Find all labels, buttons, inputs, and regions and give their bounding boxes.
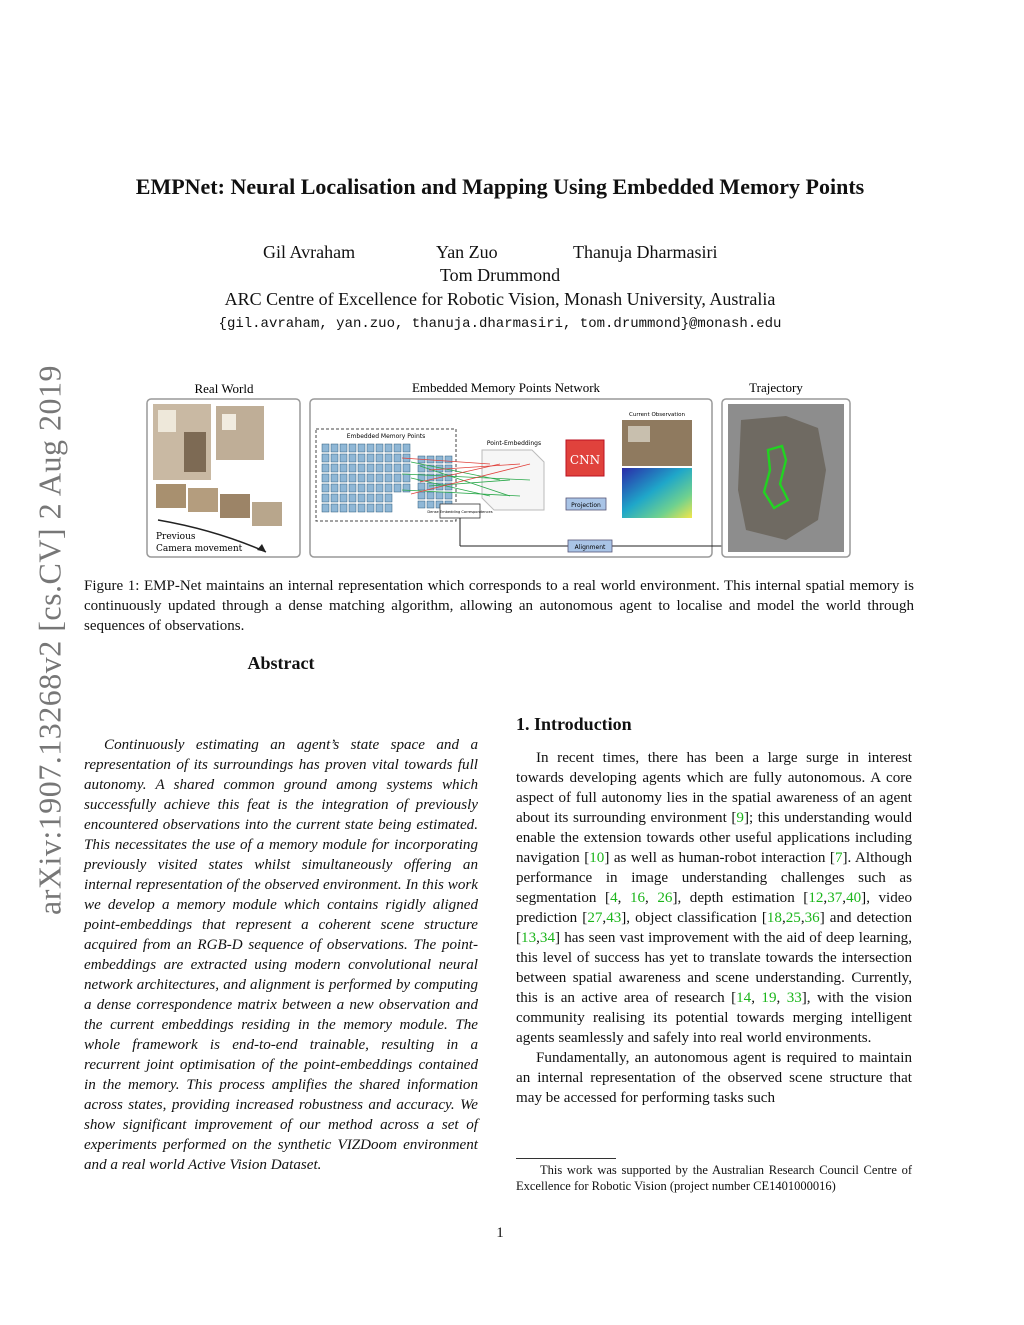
citation[interactable]: 40 (846, 890, 862, 906)
memory-cell (427, 492, 434, 499)
page-number: 1 (496, 1225, 504, 1241)
memory-cell (376, 464, 383, 472)
arxiv-identifier: arXiv:1907.13268v2 [cs.CV] 2 Aug 2019 (31, 364, 68, 916)
intro-paragraph-2: Fundamentally, an autonomous agent is required to maintain an internal representation of the observed scene structure that may be accessed for performing tasks such (516, 1050, 912, 1106)
memory-cell (340, 504, 347, 512)
memory-cell (394, 444, 401, 452)
memory-cell (322, 444, 329, 452)
memory-cell (358, 484, 365, 492)
memory-cell (340, 454, 347, 462)
author-3: Thanuja Dharmasiri (573, 242, 718, 262)
memory-cell (367, 474, 374, 482)
sequence-frame (188, 488, 218, 512)
memory-cell (367, 454, 374, 462)
memory-cell (331, 454, 338, 462)
memory-cell (358, 474, 365, 482)
embedded-memory-points-label: Embedded Memory Points (346, 433, 426, 440)
memory-cell (367, 494, 374, 502)
memory-cell (331, 464, 338, 472)
panel-label-real-world: Real World (194, 381, 254, 396)
memory-cell (331, 494, 338, 502)
memory-cell (322, 454, 329, 462)
citation[interactable]: 36 (804, 910, 820, 926)
citation[interactable]: 7 (834, 850, 843, 866)
author-1: Gil Avraham (263, 242, 356, 262)
current-observation-depth (622, 468, 692, 518)
memory-cell (340, 464, 347, 472)
memory-cell (376, 484, 383, 492)
memory-cell (403, 484, 410, 492)
sequence-frame (220, 494, 250, 518)
memory-cell (349, 474, 356, 482)
memory-cell (376, 454, 383, 462)
memory-cell (385, 444, 392, 452)
memory-cell (403, 464, 410, 472)
memory-cell (358, 464, 365, 472)
citation[interactable]: 12 (808, 890, 824, 906)
memory-cell (340, 444, 347, 452)
memory-cell (322, 484, 329, 492)
memory-cell (322, 464, 329, 472)
memory-cell (349, 494, 356, 502)
introduction-body (516, 748, 912, 1108)
paper-title: EMPNet: Neural Localisation and Mapping Using Embedded Memory Points (135, 174, 865, 199)
memory-cell (340, 494, 347, 502)
memory-cell (367, 484, 374, 492)
citation[interactable]: 9 (736, 810, 744, 826)
abstract-body (84, 735, 478, 1175)
footnote: This work was supported by the Australian Research Council Centre of Excellence for Robotic Vision (project number CE1401000016) (516, 1163, 912, 1193)
memory-cell (418, 492, 425, 499)
memory-cell (349, 464, 356, 472)
alignment-label: Alignment (574, 544, 606, 551)
figure-caption: Figure 1: EMP-Net maintains an internal representation which corresponds to a real world environment. This internal spatial memory is continuously updated through a dense matching algorithm, allowing an autonomous agent to localise and model the world through sequences of observations. (84, 578, 914, 634)
memory-cell (418, 501, 425, 508)
memory-cell (322, 474, 329, 482)
citation[interactable]: 26 (657, 890, 673, 906)
figure-1 (146, 380, 852, 560)
memory-cell (322, 504, 329, 512)
memory-cell (376, 474, 383, 482)
sequence-frame (156, 484, 186, 508)
memory-cell (331, 484, 338, 492)
dense-correspondence-label: Dense Embedding Correspondences (427, 510, 493, 514)
memory-cell (394, 454, 401, 462)
author-4: Tom Drummond (439, 265, 561, 285)
memory-cell (322, 494, 329, 502)
abstract-text: Continuously estimating an agent’s state space and a representation of its surroundings has proven vital towards full autonomy. A shared common ground among systems which successfully achieve this feat is the integration of previously encountered observations into the current state being estimated. This necessitates the use of a memory module for incorporating previously visited states whilst simultaneously offering an internal representation of the observed environment. In this work we develop a memory module which contains rigidly aligned point-embeddings that represent a coherent scene structure acquired from an RGB-D sequence of observations. The point-embeddings are extracted using modern convolutional neural network architectures, and alignment is performed by computing a dense correspondence matrix between a new observation and the current embeddings residing in the memory module. The whole framework is end-to-end trainable, resulting in a recurrent joint optimisation of the point-embeddings contained in the memory. This process amplifies the shared information across states, providing increased robustness and accuracy. We show significant improvement of our method across a set of experiments performed on the synthetic VIZDoom environment and a real world Active Vision Dataset. (84, 737, 478, 1173)
cnn-label: CNN (569, 453, 601, 467)
memory-cell (349, 454, 356, 462)
memory-cell (436, 456, 443, 463)
camera-movement-label: Camera movement (156, 544, 243, 554)
memory-cell (394, 484, 401, 492)
memory-cell (340, 484, 347, 492)
citation[interactable]: 37 (827, 890, 843, 906)
sequence-frame (252, 502, 282, 526)
affiliation: ARC Centre of Excellence for Robotic Vision, Monash University, Australia (224, 289, 776, 309)
memory-cell (331, 444, 338, 452)
memory-cell (358, 494, 365, 502)
memory-cell (445, 456, 452, 463)
memory-cell (349, 504, 356, 512)
memory-cell (385, 474, 392, 482)
memory-cell (418, 465, 425, 472)
current-observation-label: Current Observation (629, 412, 685, 418)
memory-cell (331, 504, 338, 512)
memory-cell (367, 504, 374, 512)
citation[interactable]: 33 (786, 990, 802, 1006)
citation[interactable]: 16 (629, 890, 646, 906)
panel-label-trajectory: Trajectory (749, 380, 803, 395)
citation[interactable]: 13 (521, 930, 537, 946)
memory-cell (349, 444, 356, 452)
memory-cell (340, 474, 347, 482)
memory-cell (367, 464, 374, 472)
memory-cell (394, 464, 401, 472)
footnote-rule (516, 1158, 616, 1159)
memory-cell (376, 494, 383, 502)
memory-cell (403, 444, 410, 452)
citation[interactable]: 43 (606, 910, 622, 926)
memory-cell (436, 492, 443, 499)
point-embeddings-label: Point-Embeddings (486, 440, 542, 447)
memory-cell (427, 501, 434, 508)
citation[interactable]: 34 (539, 930, 555, 946)
citation[interactable]: 10 (589, 850, 605, 866)
memory-cell (358, 454, 365, 462)
memory-cell (418, 483, 425, 490)
memory-cell (394, 474, 401, 482)
memory-cell (331, 474, 338, 482)
citation[interactable]: 4 (610, 890, 618, 906)
memory-cell (385, 464, 392, 472)
memory-cell (376, 444, 383, 452)
memory-cell (445, 492, 452, 499)
author-2: Yan Zuo (436, 242, 498, 262)
citation[interactable]: 25 (785, 910, 801, 926)
introduction-heading: 1. Introduction (516, 714, 632, 734)
memory-cell (358, 504, 365, 512)
memory-cell (403, 474, 410, 482)
memory-cell (376, 504, 383, 512)
memory-cell (358, 444, 365, 452)
memory-cell (385, 454, 392, 462)
projection-label: Projection (571, 502, 601, 509)
memory-cell (385, 494, 392, 502)
memory-cell (349, 484, 356, 492)
memory-cell (385, 484, 392, 492)
intro-paragraph-1: In recent times, there has been a large surge in interest towards developing agents which are fully autonomous. A core aspect of full autonomy lies in the spatial awareness of an agent about its surrounding environment [9]; this understanding would enable the extension towards other useful applications including navigation [10] as well as human-robot interaction [7]. Although performance in image understanding challenges such as segmentation [4, 16, 26], depth estimation [12,37,40], video prediction [27,43], object classification [18,25,36] and detection [13,34] has seen vast improvement with the aid of deep learning, this level of success has yet to translate towards the intersection between spatial awareness and scene understanding. Currently, this is an active area of research [14, 19, 33], with the vision community realising its potential towards merging intelligent agents seamlessly and safely into real world environments. (516, 750, 913, 1046)
citation[interactable]: 27 (587, 910, 603, 926)
citation[interactable]: 14 (736, 990, 752, 1006)
memory-cell (385, 504, 392, 512)
citation[interactable]: 19 (761, 990, 777, 1006)
citation[interactable]: 18 (766, 910, 782, 926)
previous-label: Previous (156, 532, 196, 542)
panel-label-network: Embedded Memory Points Network (411, 380, 601, 395)
point-embeddings-cube (482, 450, 544, 510)
memory-cell (367, 444, 374, 452)
author-emails: {gil.avraham, yan.zuo, thanuja.dharmasiri, tom.drummond}@monash.edu (218, 316, 782, 332)
abstract-heading: Abstract (247, 653, 315, 673)
